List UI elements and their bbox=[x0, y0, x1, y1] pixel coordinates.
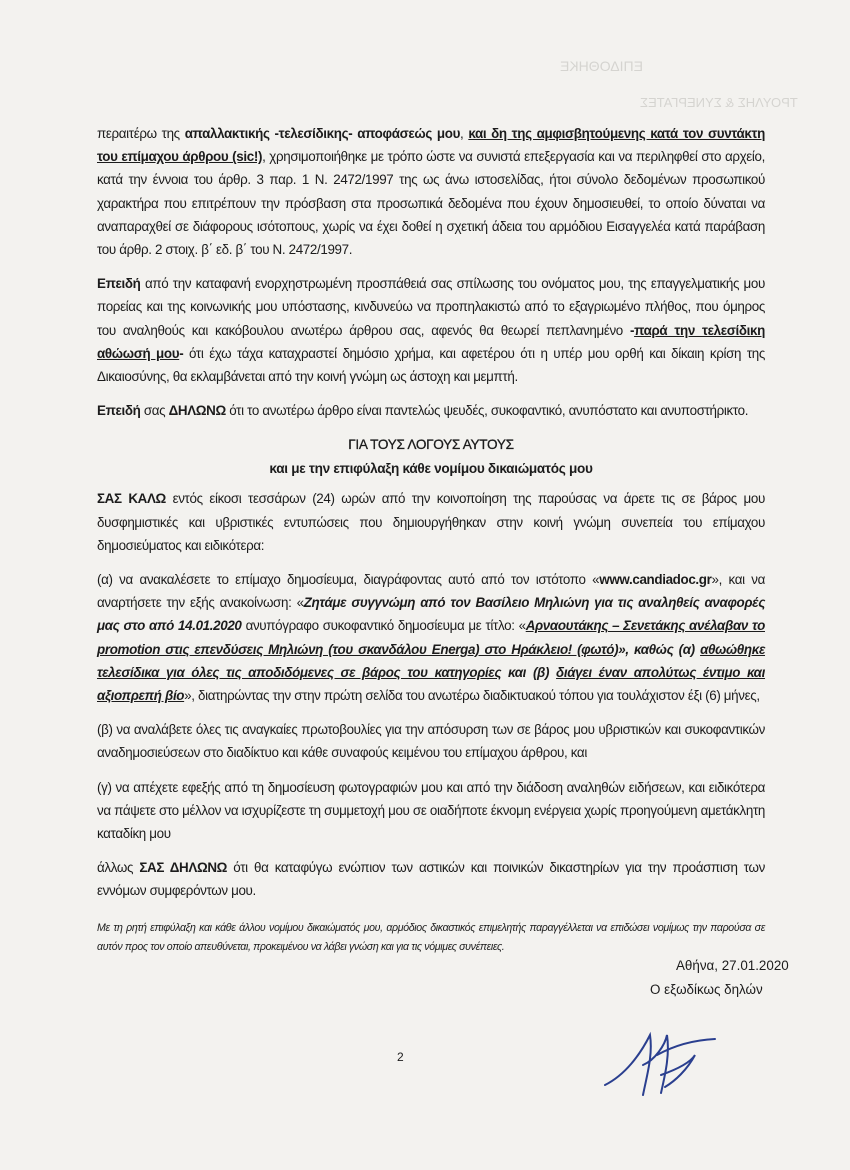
underlined-text: παρά την τελεσίδικη αθώωσή μου bbox=[97, 322, 765, 361]
text: εντός είκοσι τεσσάρων (24) ωρών από την κοινοποίηση της παρούσας να άρετε τις σε βάρος μου δυσφημιστικές και υβριστικές εντυπώσεις που δημιουργήθηκαν στην κοινή γνώμη συνεπεία του επίμαχου δημοσιεύματος και ειδικότερα: bbox=[97, 491, 765, 553]
paragraph-whereas-2 bbox=[97, 399, 765, 422]
bold-text: Επειδή bbox=[97, 403, 141, 419]
text: σας bbox=[140, 403, 169, 419]
service-note: Με τη ρητή επιφύλαξη και κάθε άλλου νομίμου δικαιώματός μου, αρμόδιος δικαστικός επιμελητής παραγγέλλεται να επιδώσει νομίμως την παρούσα σε αυτόν προς τον οποίο απευθύνεται, προκειμένου να λάβει γνώση και για τις νόμιμες συνέπειες. bbox=[97, 921, 765, 953]
date: Αθήνα, 27.01.2020 bbox=[676, 958, 789, 973]
text: , χρησιμοποιήθηκε με τρόπο ώστε να συνιστά επεξεργασία και να περιληφθεί στο αρχείο, κατά την έννοια του άρθρ. 3 παρ. 1 Ν. 2472/1997 της ως άνω ιστοσελίδας, ήτοι σύνολο δεδομένων προσωπικού χαρακτήρα που επιτρέπουν την πρόσβαση στα προσωπικά δεδομένα που έχουν δημοσιευθεί, το οποίο δύναται να αναπαραχθεί σε διάφορους ισότοπους, χωρίς να έχει δοθεί η σχετική άδεια του αρμόδιου Εισαγγελέα κατά παράβαση του άρθρ. 2 στοιχ. β΄ εδ. β΄ του Ν. 2472/1997. bbox=[97, 149, 765, 258]
text: , bbox=[460, 126, 469, 141]
bold-text: ΣΑΣ ΚΑΛΩ bbox=[97, 491, 166, 507]
bleed-through-stamp: ΕΠΙΔΟΘΗΚΕ bbox=[560, 58, 643, 74]
website-text: www.candiadoc.gr bbox=[599, 572, 712, 588]
text: άλλως bbox=[97, 860, 140, 876]
underlined-text: και δη της αμφισβητούμενης κατά τον συντάκτη του επίμαχου άρθρου (sic!) bbox=[97, 126, 766, 165]
handwritten-signature bbox=[595, 1015, 725, 1105]
text: από την καταφανή ενορχηστρωμένη προσπάθειά σας σπίλωσης του ονόματος μου, της επαγγελματικής μου πορείας και της κοινωνικής μου υπόστασης, κινδυνεύω να προπηλακιστώ από το εξαγριωμένο πλήθος, που όμηρος του αναληθούς και κακόβουλου ανωτέρω άρθρου σας, αφενός θα θεωρεί πεπλανημένο bbox=[97, 276, 765, 338]
bold-text: απαλλακτικής -τελεσίδικης- αποφάσεώς μου bbox=[184, 126, 461, 141]
paragraph-otherwise bbox=[97, 856, 765, 902]
signer-label: Ο εξωδίκως δηλών bbox=[650, 982, 763, 997]
paragraph-whereas-1 bbox=[97, 272, 765, 388]
bold-text: ΣΑΣ ΔΗΛΩΝΩ bbox=[139, 860, 228, 876]
text: », καθώς (α) bbox=[618, 641, 701, 657]
bold-text: ΔΗΛΩΝΩ bbox=[168, 403, 226, 419]
underlined-text: διάγει έναν απολύτως έντιμο και αξιοπρεπή βίο bbox=[97, 664, 766, 704]
paragraph-demand bbox=[97, 487, 765, 557]
paragraph-decision bbox=[97, 122, 765, 261]
paragraph-demand-b: (β) να αναλάβετε όλες τις αναγκαίες πρωτοβουλίες για την απόσυρση των σε βάρος μου υβριστικών και συκοφαντικών αναδημοσιεύσεων στο διαδίκτυο και κάθε συναφούς κειμένου του επίμαχου άρθρου, και bbox=[97, 722, 765, 761]
underlined-text: αθωώθηκε τελεσίδικα για όλες τις αποδιδόμενες σε βάρος του κατηγορίες bbox=[97, 641, 766, 680]
page-number: 2 bbox=[397, 1050, 404, 1064]
apology-text: Ζητάμε συγγνώμη από τον Βασίλειο Μηλιώνη για τις αναληθείς αναφορές μας στο από 14.01.2020 bbox=[97, 595, 765, 634]
text: ότι θα καταφύγω ενώπιον των αστικών και ποινικών δικαστηρίων για την προάσπιση των εννόμων συμφερόντων μου. bbox=[97, 860, 765, 899]
text: περαιτέρω της bbox=[97, 126, 185, 141]
text: », διατηρώντας την στην πρώτη σελίδα του ανωτέρω διαδικτυακού τόπου για τουλάχιστον έξι (6) μήνες, bbox=[184, 688, 760, 704]
bold-text: - bbox=[629, 322, 635, 338]
text: και (β) bbox=[501, 664, 557, 680]
article-title: Αρναουτάκης – Σενετάκης ανέλαβαν το promotion στις επενδύσεις Μηλιώνη (του σκανδάλου Energa) στο Ηράκλειο! (φωτό) bbox=[97, 618, 765, 657]
bold-text: - bbox=[179, 345, 184, 361]
text: ανυπόγραφο συκοφαντικό δημοσίευμα με τίτλο: « bbox=[241, 618, 526, 634]
document-page bbox=[97, 122, 765, 968]
text: (α) να ανακαλέσετε το επίμαχο δημοσίευμα, διαγράφοντας αυτό από τον ιστότοπο « bbox=[97, 572, 600, 588]
section-subheading: και με την επιφύλαξη κάθε νομίμου δικαιώματός μου bbox=[269, 461, 593, 477]
paragraph-demand-c: (γ) να απέχετε εφεξής από τη δημοσίευση φωτογραφιών μου και από την διάδοση αναληθών ειδήσεων, και ειδικότερα να πάψετε στο μέλλον να ισχυρίζεστε τη συμμετοχή μου σε οιαδήποτε έκνομη ενέργεια χωρίς προηγούμενη αμετάκλητη καταδίκη μου bbox=[97, 779, 765, 842]
text: ότι το ανωτέρω άρθρο είναι παντελώς ψευδές, συκοφαντικό, ανυπόστατο και ανυποστήρικτο. bbox=[225, 403, 749, 419]
section-heading: ΓΙΑ ΤΟΥΣ ΛΟΓΟΥΣ ΑΥΤΟΥΣ bbox=[348, 437, 514, 453]
text: ότι έχω τάχα καταχραστεί δημόσιο χρήμα, και αφετέρου ότι η υπέρ μου ορθή και δίκαιη κρίση της Δικαιοσύνης, θα εκλαμβάνεται από την κοινή γνώμη ως άστοχη και μεμπτή. bbox=[97, 345, 765, 385]
text: », και να αναρτήσετε την εξής ανακοίνωση: « bbox=[97, 572, 765, 611]
paragraph-demand-a bbox=[97, 568, 765, 707]
bleed-through-header: ΤΡΟΥΛΗΣ & ΣΥΝΕΡΓΑΤΕΣ bbox=[640, 95, 798, 110]
bold-text: Επειδή bbox=[97, 276, 141, 292]
